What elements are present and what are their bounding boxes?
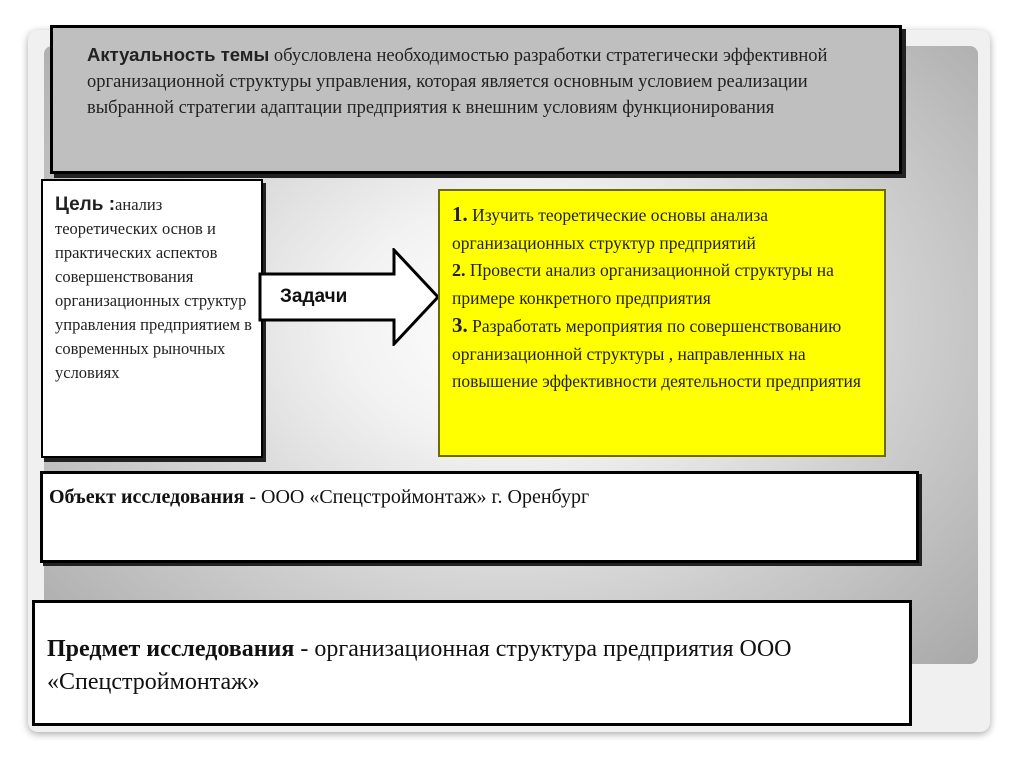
relevance-box bbox=[50, 25, 902, 174]
research-object-lead: Объект исследования bbox=[49, 486, 245, 508]
relevance-lead: Актуальность темы bbox=[87, 44, 270, 65]
research-subject-lead: Предмет исследования bbox=[47, 636, 295, 662]
research-object-text: - ООО «Спецстроймонтаж» г. Оренбург bbox=[244, 486, 590, 508]
task-number: 3. bbox=[452, 313, 468, 337]
task-item bbox=[452, 201, 876, 257]
task-text: Провести анализ организационной структуры на примере конкретного предприятия bbox=[452, 260, 834, 308]
task-item bbox=[452, 257, 876, 312]
research-subject-box bbox=[32, 600, 912, 726]
tasks-arrow-label: Задачи bbox=[280, 286, 348, 307]
research-object-box bbox=[40, 471, 919, 563]
goal-text: анализ теоретических основ и практических аспектов совершенствования организационных структур управления предприятием в современных рыночных условиях bbox=[55, 195, 252, 382]
relevance-text: обусловлена необходимостью разработки стратегически эффективной организационной структуры управления, которая является основным условием реализации выбранной стратегии адаптации предприятия к внешним условиям функционирования bbox=[87, 46, 828, 118]
research-subject-text: - организационная структура предприятия ООО «Спецстроймонтаж» bbox=[47, 636, 792, 695]
task-number: 1. bbox=[452, 202, 468, 226]
task-text: Изучить теоретические основы анализа организационных структур предприятий bbox=[452, 205, 769, 253]
tasks-box bbox=[438, 189, 886, 457]
goal-lead: Цель : bbox=[55, 194, 116, 215]
task-item bbox=[452, 312, 876, 396]
task-text: Разработать мероприятия по совершенствованию организационной структуры , направленных на повышение эффективности деятельности предприятия bbox=[452, 316, 861, 391]
goal-box bbox=[41, 179, 263, 458]
task-number: 2. bbox=[452, 260, 466, 280]
